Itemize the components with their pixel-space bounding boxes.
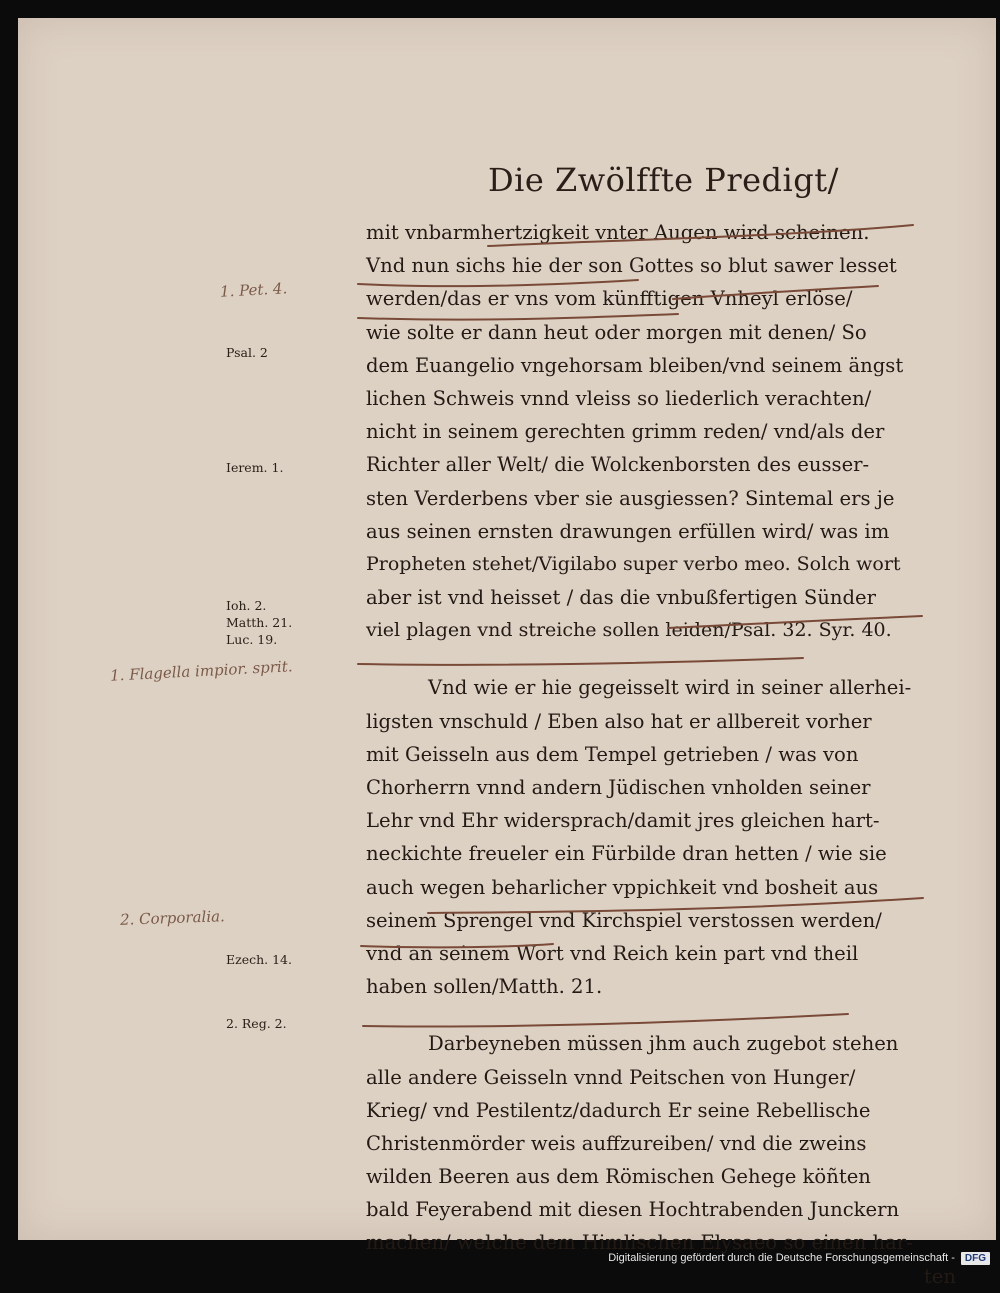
margin-note: Ioh. 2. (226, 598, 267, 613)
margin-note: Ierem. 1. (226, 460, 284, 475)
text-line: bald Feyerabend mit diesen Hochtrabenden Junckern (366, 1198, 900, 1222)
text-line: Lehr vnd Ehr widersprach/damit jres gleichen hart- (366, 809, 880, 833)
footer-text: Digitalisierung gefördert durch die Deutsche Forschungsgemeinschaft - (608, 1252, 955, 1264)
text-line: werden/das er vns vom künfftigen Vnheyl erlöse/ (366, 287, 853, 311)
text-line: sten Verderbens vber sie ausgiessen? Sintemal ers je (366, 486, 895, 510)
text-line: ligsten vnschuld / Eben also hat er allbereit vorher (366, 709, 872, 733)
margin-note: Ezech. 14. (226, 952, 292, 967)
text-line: nicht in seinem gerechten grimm reden/ vnd/als der (366, 420, 885, 444)
text-line: Krieg/ vnd Pestilentz/dadurch Er seine Rebellische (366, 1098, 871, 1122)
text-line: haben sollen/Matth. 21. (366, 975, 603, 999)
text-line: aber ist vnd heisset / das die vnbußfertigen Sünder (366, 586, 877, 610)
margin-note: Luc. 19. (226, 632, 278, 647)
text-line: vnd an seinem Wort vnd Reich kein part vnd theil (366, 941, 859, 965)
dfg-logo: DFG (961, 1252, 990, 1265)
text-line: Darbeyneben müssen jhm auch zugebot stehen (428, 1032, 899, 1056)
running-header: Die Zwölffte Predigt/ (488, 161, 839, 199)
margin-note: Psal. 2 (226, 345, 268, 360)
margin-note: Matth. 21. (226, 615, 293, 630)
text-line: wilden Beeren aus dem Römischen Gehege köñten (366, 1165, 871, 1189)
text-line: Vnd nun sichs hie der son Gottes so blut sawer lesset (366, 254, 897, 278)
handwritten-note: 1. Pet. 4. (219, 279, 288, 301)
handwritten-note: 2. Corporalia. (119, 907, 226, 929)
catchword: ten (923, 1264, 956, 1288)
text-line: aus seinen ernsten drawungen erfüllen wird/ was im (366, 519, 890, 543)
body-text (366, 216, 960, 1293)
text-line: Chorherrn vnnd andern Jüdischen vnholden seiner (366, 776, 871, 799)
text-line: viel plagen vnd streiche sollen leiden/Psal. 32. Syr. 40. (366, 619, 892, 642)
text-line: Propheten stehet/Vigilabo super verbo meo. Solch wort (366, 552, 901, 575)
text-line: auch wegen beharlicher vppichkeit vnd bosheit aus (366, 875, 879, 899)
text-line: neckichte freueler ein Fürbilde dran hetten / wie sie (366, 842, 887, 866)
text-line: machen/ welche dem Himlischen Elysaeo so einen har- (366, 1231, 913, 1255)
text-line: mit vnbarmhertzigkeit vnter Augen wird scheinen. (366, 221, 870, 244)
text-line: mit Geisseln aus dem Tempel getrieben / was von (366, 742, 859, 766)
handwritten-note: 1. Flagella impior. sprit. (109, 657, 293, 685)
text-line: Richter aller Welt/ die Wolckenborsten des eusser- (366, 453, 870, 477)
footer (608, 1250, 990, 1266)
text-line: Vnd wie er hie gegeisselt wird in seiner allerhei- (428, 676, 912, 700)
text-line: seinem Sprengel vnd Kirchspiel verstossen werden/ (366, 908, 882, 932)
text-line: alle andere Geisseln vnnd Peitschen von Hunger/ (366, 1065, 856, 1089)
text-line: lichen Schweis vnnd vleiss so liederlich verachten/ (366, 386, 872, 410)
text-line: wie solte er dann heut oder morgen mit denen/ So (366, 320, 867, 344)
text-line: Christenmörder weis auffzureiben/ vnd die zweins (366, 1131, 867, 1155)
margin-note: 2. Reg. 2. (226, 1016, 287, 1031)
text-line: dem Euangelio vngehorsam bleiben/vnd seinem ängst (366, 353, 904, 377)
